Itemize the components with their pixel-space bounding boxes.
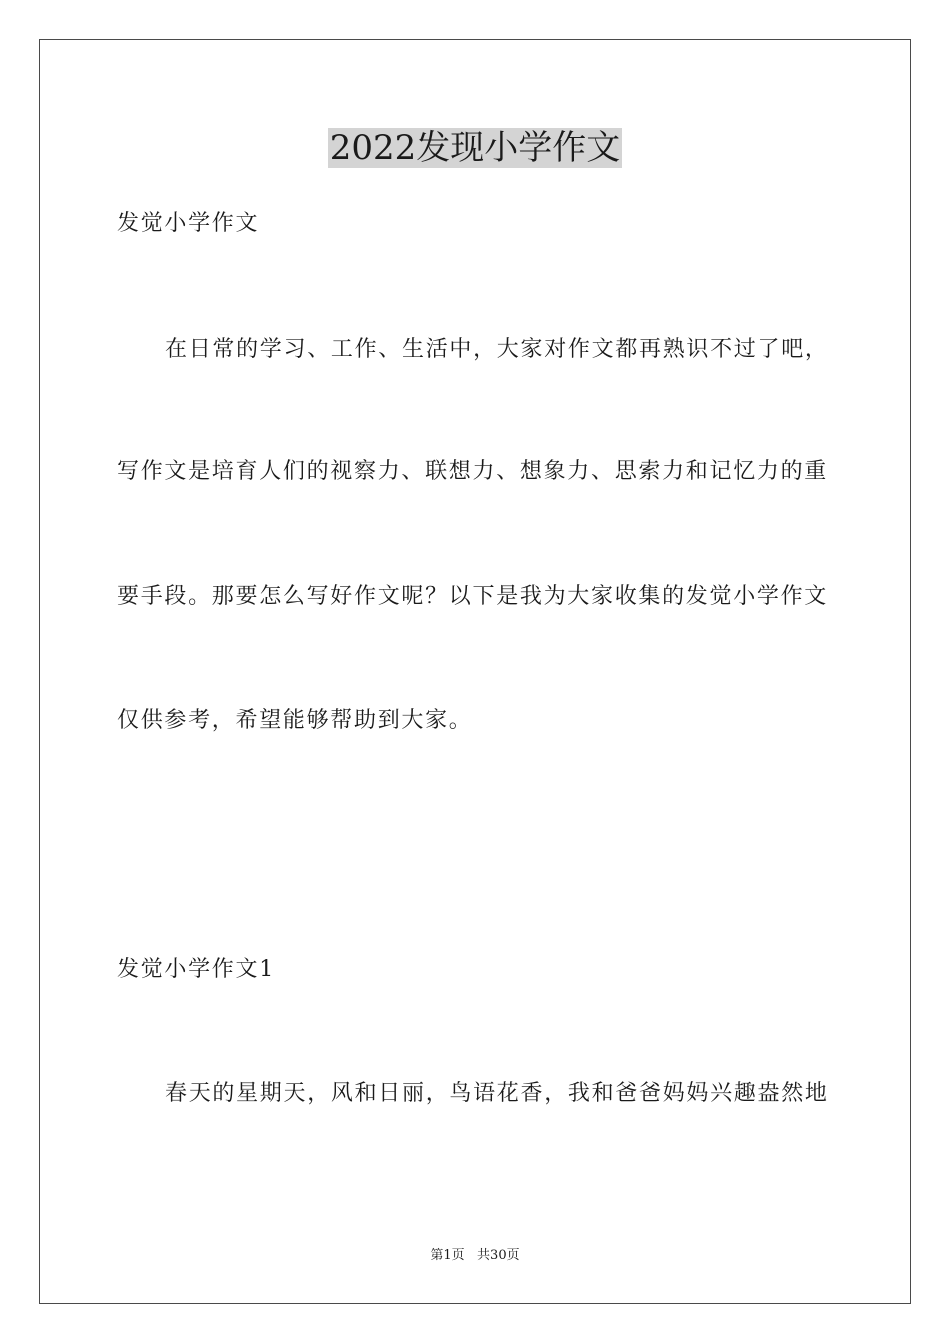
- page-number-footer: 第1页 共30页: [430, 1248, 520, 1263]
- intro-heading: 发觉小学作文: [117, 211, 260, 236]
- paragraph-line: 要手段。那要怎么写好作文呢？以下是我为大家收集的发觉小学作文: [117, 584, 829, 609]
- document-title-text: 2022发现小学作文: [329, 128, 621, 168]
- document-title: [0, 126, 950, 170]
- paragraph-line: 在日常的学习、工作、生活中，大家对作文都再熟识不过了吧，: [165, 337, 829, 362]
- paragraph-line: 写作文是培育人们的视察力、联想力、想象力、思索力和记忆力的重: [117, 459, 829, 484]
- paragraph-line: 仅供参考，希望能够帮助到大家。: [117, 708, 473, 733]
- paragraph-line: 春天的星期天，风和日丽，鸟语花香，我和爸爸妈妈兴趣盎然地: [165, 1081, 829, 1106]
- section-heading: 发觉小学作文1: [117, 957, 275, 982]
